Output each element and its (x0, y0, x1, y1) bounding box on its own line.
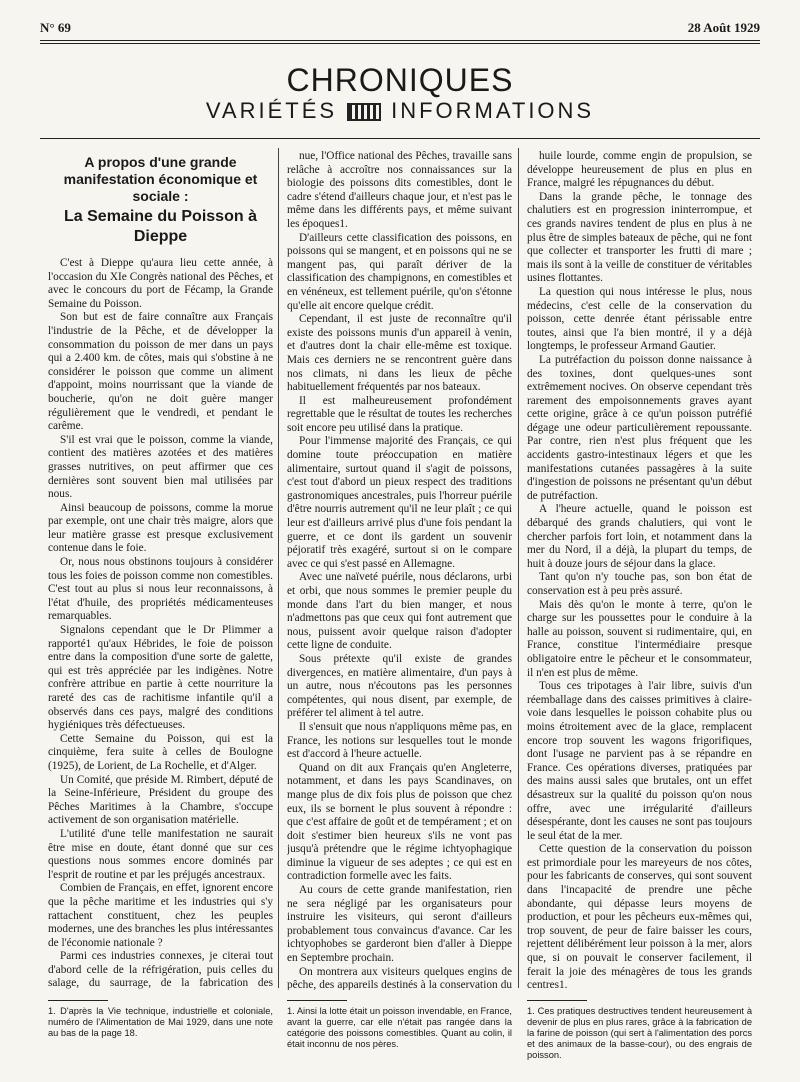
col2-body (287, 150, 512, 990)
paragraph: Tant qu'on n'y touche pas, son bon état de conservation est à peu près assuré. (527, 571, 752, 597)
column-divider (278, 148, 279, 988)
paragraph: Cette Semaine du Poisson, qui est la cinquième, fera suite à celles de Boulogne (1925), de Lorient, de La Rochelle, et d'Alger. (48, 732, 273, 772)
paragraph: Parmi ces industries connexes, je citerai tout d'abord celle de la réfrigération, puis celles du salage, du saurrage, de la fabrication des (48, 950, 273, 990)
article-column-3 (527, 150, 752, 990)
header-rule (40, 40, 760, 41)
col3-body (527, 150, 752, 990)
paragraph: huile lourde, comme engin de propulsion, se développe heureusement de plus en plus en France, malgré les répugnances du début. (527, 150, 752, 190)
masthead-left: VARIÉTÉS (205, 98, 338, 123)
paragraph: Sous prétexte qu'il existe de grandes divergences, en matière alimentaire, d'un pays à un autre, nous n'écoutons pas les personnes compétentes, qui nous disent, par exemple, de préférer tel aliment à tel autre. (287, 652, 512, 720)
paragraph: C'est à Dieppe qu'aura lieu cette année, à l'occasion du XIe Congrès national des Pêches, et avec le concours du port de Fécamp, la Grande Semaine du Poisson. (48, 257, 273, 310)
paragraph: Combien de Français, en effet, ignorent encore que la pêche maritime et les industries qui s'y rattachent constituent, chez les peuples modernes, une des branches les plus intéressantes de l'économie nationale ? (48, 882, 273, 949)
article-column-1 (48, 150, 273, 990)
paragraph: Tous ces tripotages à l'air libre, suivis d'un réemballage dans des caisses primitives à claire-voie dans lesquelles le poisson cohabite plus ou moins étroitement avec de la glace, remplacent encore trop souvent les wagons frigorifiques, dont l'usage ne parvient pas à se répandre en France. Ces opérations diverses, pratiquées par des mains aussi sales que brutales, ont un effet désastreux sur la qualité du poisson qu'on nous offre, avec une irrégularité d'ailleurs désespérante, dont les causes ne sont pas toujours le seul état de la mer. (527, 680, 752, 842)
paragraph: D'ailleurs cette classification des poissons, en poissons qui se mangent, et en poissons qui ne se mangent pas, qui paraît dériver de la classification des champignons, en comestibles et en vénéneux, est tellement puérile, qu'on s'étonne qu'elle ait encore quelque crédit. (287, 231, 512, 312)
paragraph: Mais dès qu'on le monte à terre, qu'on le charge sur les poussettes pour le conduire à la halle au poisson, souvent si rudimentaire, qui, en France, constitue l'intermédiaire presque obligatoire entre le pêcheur et le consommateur, il n'en est plus de même. (527, 598, 752, 679)
masthead-right: INFORMATIONS (391, 98, 595, 123)
masthead-title: CHRONIQUES (286, 62, 514, 98)
paragraph: Au cours de cette grande manifestation, rien ne sera négligé par les organisateurs pour instruire les visiteurs, qui seront d'ailleurs probablement tous convaincus d'avance. Car les ichtyophobes se garderont bien d'aller à Dieppe en Septembre prochain. (287, 884, 512, 965)
paragraph: La question qui nous intéresse le plus, nous médecins, c'est celle de la conservation du poisson, cette denrée étant périssable entre toutes, ainsi que l'a bien montré, il y a déjà longtemps, le professeur Armand Gautier. (527, 285, 752, 353)
ornament-icon (347, 103, 381, 121)
paragraph: Avec une naïveté puérile, nous déclarons, urbi et orbi, que nous sommes le premier peuple du monde dans l'art du bien manger, et nous n'admettons pas que ceux qui font autrement que nous, puissent avoir quelque raison d'adopter cette ligne de conduite. (287, 571, 512, 652)
paragraph: La putréfaction du poisson donne naissance à des toxines, dont quelques-unes sont extrêmement nocives. On observe cependant très rarement des empoisonnements graves ayant cette origine, grâce à ce qu'un poisson putréfié dégage une odeur particulièrement repoussante. Par contre, rien n'est plus fréquent que les accidents gastro-intestinaux légers et que les manifestations cutanées passagères à la suite d'ingestion de poissons ne présentant qu'un début de putréfaction. (527, 353, 752, 502)
paragraph: Pour l'immense majorité des Français, ce qui domine toute préoccupation en matière alimentaire, surtout quand il s'agit de poissons, c'est tout d'abord un pieux respect des traditions gastronomiques ancestrales, puis l'horreur puérile d'être nourris autrement qu'il ne leur plaît ; ce qui leur est d'ailleurs arrivé plus d'une fois pendant la guerre, et ce dont ils gardent un souvenir péjoratif très exagéré, surtout si on le compare avec ce qui s'est passé en Allemagne. (287, 435, 512, 570)
paragraph: Ainsi beaucoup de poissons, comme la morue par exemple, ont une chair très maigre, alors que leur matière grasse est presque exclusivement contenue dans le foie. (48, 501, 273, 555)
column-divider (518, 148, 519, 988)
paragraph: Quand on dit aux Français qu'en Angleterre, notamment, et dans les pays Scandinaves, on mange plus de dix fois plus de poisson que chez eux, ils se bornent le plus souvent à répondre : que c'est affaire de goût et de tempérament ; et on doit s'estimer bien heureux s'ils ne vont pas jusqu'à prétendre que le régime ichtyophagique diminue la vigueur de ses adeptes ; ce qui est en contradiction formelle avec les faits. (287, 761, 512, 883)
running-header (0, 20, 800, 36)
paragraph: S'il est vrai que le poisson, comme la viande, contient des matières azotées et des matières grasses nutritives, on peut affirmer que ces dernières sont souvent bien mal utilisées par nous. (48, 433, 273, 501)
footnote-1: 1. D'après la Vie technique, industrielle et coloniale, numéro de l'Alimentation de Mai 1929, dans une note au bas de la page 18. (48, 1000, 273, 1039)
paragraph: Signalons cependant que le Dr Plimmer a rapporté1 qu'aux Hébrides, le foie de poisson entre dans la composition d'une sorte de galette, qui est très appréciée par les indigènes. Notre confrère attribue en partie à cette nourriture la rareté des cas de rachitisme infantile qu'il a observés dans ces pays, malgré des conditions hygiéniques très défectueuses. (48, 624, 273, 732)
article-column-2 (287, 150, 512, 990)
header-rule-2 (40, 43, 760, 44)
issue-number: N° 69 (40, 20, 71, 35)
paragraph: On montrera aux visiteurs quelques engins de pêche, des appareils destinés à la conservation du (287, 965, 512, 990)
paragraph: nue, l'Office national des Pêches, travaille sans relâche à accroître nos connaissances sur la biologie des poissons dits comestibles, dont le cadre s'étend d'ailleurs chaque jour, et n'est pas le même dans les différents pays, et même suivant les époques1. (287, 150, 512, 230)
masthead-subtitle (0, 98, 800, 124)
footnote-2: 1. Ainsi la lotte était un poisson invendable, en France, avant la guerre, car elle n'était pas rangée dans la catégorie des poissons comestibles. Quant au colin, il était inconnu de nos pères. (287, 1000, 512, 1050)
article-title: La Semaine du Poisson à Dieppe (64, 208, 257, 245)
issue-date: 28 Août 1929 (687, 20, 760, 35)
paragraph: Cependant, il est juste de reconnaître qu'il existe des poissons munis d'un appareil à venin, et d'autres dont la chair elle-même est toxique. Mais ces derniers ne se rencontrent guère dans nos climats, ni dans les lieux de pêche habituellement fréquentés par nos bateaux. (287, 313, 512, 394)
paragraph: L'utilité d'une telle manifestation ne saurait être mise en doute, étant donné que sur ces questions nous sommes encore dominés par l'esprit de routine et par les préjugés ancestraux. (48, 827, 273, 881)
paragraph: A l'heure actuelle, quand le poisson est débarqué des grands chalutiers, qui vont le chercher parfois fort loin, et notamment dans la mer du Nord, il a déjà, la plupart du temps, de huit à douze jours de séjour dans la glace. (527, 503, 752, 570)
footnote-3: 1. Ces pratiques destructives tendent heureusement à devenir de plus en plus rares, grâce à la fabrication de la farine de poisson (qui sert à l'alimentation des porcs et des animaux de la basse-cour), ou des engrais de poisson. (527, 1000, 752, 1061)
masthead-rule (40, 138, 760, 139)
paragraph: Or, nous nous obstinons toujours à considérer tous les foies de poisson comme non comestibles. C'est tout au plus si nous leur reconnaissons, à l'état d'huile, des propriétés médicamenteuses remarquables. (48, 556, 273, 623)
paragraph: Il s'ensuit que nous n'appliquons même pas, en France, les notions sur lesquelles tout le monde est d'accord à l'heure actuelle. (287, 720, 512, 761)
paragraph: Dans la grande pêche, le tonnage des chalutiers est en progression ininterrompue, et ces grands navires tendent de plus en plus à ne plus être de simples bateaux de pêche, qui ne font que collecter et transporter les frutti di mare ; mais ils sont à la veille de constituer de véritables usines flottantes. (527, 190, 752, 285)
article-kicker: A propos d'une grande manifestation économique et sociale : (63, 154, 258, 204)
col1-body (48, 257, 273, 990)
paragraph: Il est malheureusement profondément regrettable que le résultat de toutes les recherches soit encore peu utilisé dans la pratique. (287, 394, 512, 434)
paragraph: Son but est de faire connaître aux Français l'industrie de la Pêche, et de développer la consommation du poisson de mer dans un pays qui a 2.400 km. de côtes, mais qui s'obstine à ne considérer le poisson que comme un aliment d'appoint, moins nourrissant que la viande de boucherie, qu'on ne doit guère manger régulièrement que le vendredi, et pendant le carême. (48, 311, 273, 433)
paragraph: Un Comité, que préside M. Rimbert, député de la Seine-Inférieure, Président du groupe des Pêches Maritimes à la Chambre, s'occupe activement de son organisation matérielle. (48, 773, 273, 827)
paragraph: Cette question de la conservation du poisson est primordiale pour les mareyeurs de nos côtes, pour les fabricants de conserves, qui sont souvent dans l'incapacité de prendre une pêche abondante, qui dépasse leurs moyens de production, et pour les pêcheurs eux-mêmes qui, trop souvent, de peur de faire baisser les cours, rejettent délibérément leur poisson à la mer, alors que, si on pouvait le conserver facilement, il ferait la joie des ménagères de tous les grands centres1. (527, 843, 752, 990)
